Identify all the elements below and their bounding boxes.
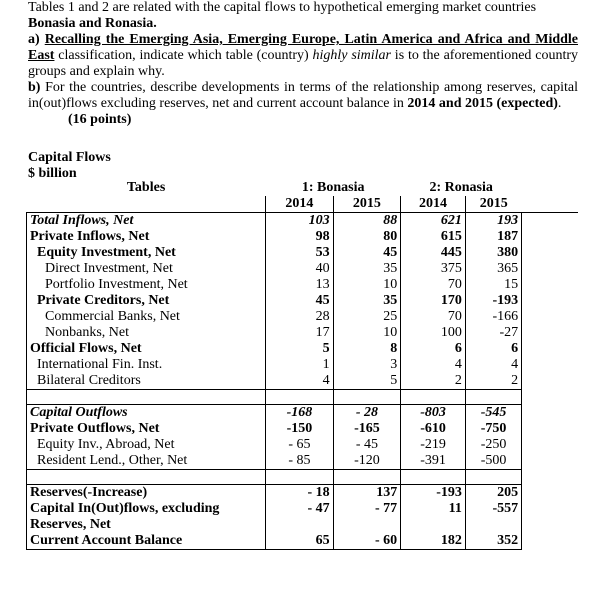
row-label: Direct Investment, Net (27, 261, 266, 277)
row-label: Bilateral Creditors (27, 373, 266, 390)
value-cell: 4 (401, 357, 466, 373)
value-cell: -165 (333, 421, 401, 437)
row-label: Current Account Balance (27, 533, 266, 550)
value-cell: - 65 (266, 437, 334, 453)
value-cell: 621 (401, 213, 466, 230)
points-label: (16 points) (68, 112, 132, 127)
table-row (27, 277, 579, 293)
table-row (27, 501, 579, 533)
value-cell: 10 (333, 325, 401, 341)
value-cell: -557 (465, 501, 521, 533)
value-cell: 98 (266, 229, 334, 245)
value-cell: 6 (401, 341, 466, 357)
value-cell: 2 (465, 373, 521, 390)
value-cell: 70 (401, 309, 466, 325)
value-cell: 205 (465, 485, 521, 502)
table-row (27, 229, 579, 245)
value-cell: 3 (333, 357, 401, 373)
row-label: Private Inflows, Net (27, 229, 266, 245)
question-text (28, 0, 578, 128)
table-row (27, 437, 579, 453)
table-row (27, 357, 579, 373)
row-label: Equity Inv., Abroad, Net (27, 437, 266, 453)
value-cell: -193 (401, 485, 466, 502)
value-cell: 17 (266, 325, 334, 341)
value-cell: 8 (333, 341, 401, 357)
row-label: Official Flows, Net (27, 341, 266, 357)
value-cell: 103 (266, 213, 334, 230)
value-cell: -166 (465, 309, 521, 325)
value-cell: -150 (266, 421, 334, 437)
value-cell: 11 (401, 501, 466, 533)
value-cell: 53 (266, 245, 334, 261)
value-cell: 445 (401, 245, 466, 261)
row-label: International Fin. Inst. (27, 357, 266, 373)
value-cell: 4 (465, 357, 521, 373)
table-row (27, 309, 579, 325)
value-cell: 375 (401, 261, 466, 277)
value-cell: -500 (465, 453, 521, 470)
country2-header: 2: Ronasia (429, 180, 493, 195)
value-cell: -120 (333, 453, 401, 470)
value-cell: 5 (333, 373, 401, 390)
country1-header: 1: Bonasia (301, 180, 365, 195)
value-cell: 2 (401, 373, 466, 390)
table-row (27, 261, 579, 277)
row-label: Private Creditors, Net (27, 293, 266, 309)
value-cell: 100 (401, 325, 466, 341)
table-row (27, 213, 579, 230)
table-row (27, 405, 579, 422)
table-row (27, 421, 579, 437)
value-cell: 1 (266, 357, 334, 373)
intro-paragraph: Tables 1 and 2 are related with the capital flows to hypothetical emerging market countries Bonasia and Ronasia. (28, 0, 537, 31)
value-cell: 80 (333, 229, 401, 245)
value-cell: - 60 (333, 533, 401, 550)
value-cell: 6 (465, 341, 521, 357)
row-label: Portfolio Investment, Net (27, 277, 266, 293)
value-cell: 137 (333, 485, 401, 502)
row-label: Private Outflows, Net (27, 421, 266, 437)
table-row (27, 373, 579, 390)
value-cell: 615 (401, 229, 466, 245)
value-cell: 65 (266, 533, 334, 550)
value-cell: 10 (333, 277, 401, 293)
value-cell: -803 (401, 405, 466, 422)
value-cell: 45 (333, 245, 401, 261)
value-cell: -27 (465, 325, 521, 341)
value-cell: 70 (401, 277, 466, 293)
spacer-row (27, 390, 579, 405)
value-cell: - 77 (333, 501, 401, 533)
part-b: b) For the countries, describe developments in terms of the relationship among reserves, capital in(out)flows excluding reserves, net and current account balance in 2014 and 2015 (expected). (16 points) (28, 80, 578, 127)
table-row (27, 453, 579, 470)
value-cell: 5 (266, 341, 334, 357)
value-cell: 170 (401, 293, 466, 309)
row-label: Capital In(Out)flows, excluding Reserves, Net (27, 501, 266, 533)
table-row (27, 245, 579, 261)
header-row (27, 180, 579, 196)
row-label: Total Inflows, Net (27, 213, 266, 230)
value-cell: 40 (266, 261, 334, 277)
col-tables-header: Tables (126, 180, 166, 195)
value-cell: -168 (266, 405, 334, 422)
year-header: 2015 (465, 196, 521, 213)
value-cell: 35 (333, 261, 401, 277)
value-cell: 187 (465, 229, 521, 245)
value-cell: -193 (465, 293, 521, 309)
value-cell: 182 (401, 533, 466, 550)
row-label: Reserves(-Increase) (27, 485, 266, 502)
value-cell: -610 (401, 421, 466, 437)
year-header: 2015 (333, 196, 401, 213)
spacer-row (27, 470, 579, 485)
value-cell: 193 (465, 213, 521, 230)
value-cell: -391 (401, 453, 466, 470)
value-cell: 25 (333, 309, 401, 325)
value-cell: 352 (465, 533, 521, 550)
value-cell: 380 (465, 245, 521, 261)
value-cell: 35 (333, 293, 401, 309)
value-cell: 28 (266, 309, 334, 325)
value-cell: - 47 (266, 501, 334, 533)
value-cell: - 45 (333, 437, 401, 453)
value-cell: - 85 (266, 453, 334, 470)
value-cell: - 18 (266, 485, 334, 502)
table-row (27, 325, 579, 341)
value-cell: 45 (266, 293, 334, 309)
value-cell: 4 (266, 373, 334, 390)
value-cell: -250 (465, 437, 521, 453)
value-cell: -219 (401, 437, 466, 453)
row-label: Commercial Banks, Net (27, 309, 266, 325)
part-a: a) Recalling the Emerging Asia, Emerging Europe, Latin America and Africa and Middle East classification, indicate which table (country) highly similar is to the aforementioned country groups and explain why. (28, 32, 579, 79)
year-header: 2014 (401, 196, 466, 213)
value-cell: 88 (333, 213, 401, 230)
row-label: Nonbanks, Net (27, 325, 266, 341)
year-row (27, 196, 579, 213)
row-label: Equity Investment, Net (27, 245, 266, 261)
row-label: Resident Lend., Other, Net (27, 453, 266, 470)
value-cell: 365 (465, 261, 521, 277)
unit-label: $ billion (28, 166, 77, 181)
row-label: Capital Outflows (27, 405, 266, 422)
value-cell: 15 (465, 277, 521, 293)
table-row (27, 293, 579, 309)
capital-flows-table (26, 180, 578, 550)
table-row (27, 485, 579, 502)
value-cell: -545 (465, 405, 521, 422)
section-title: Capital Flows (28, 150, 111, 165)
value-cell: -750 (465, 421, 521, 437)
value-cell: - 28 (333, 405, 401, 422)
value-cell: 13 (266, 277, 334, 293)
table-row (27, 533, 579, 550)
year-header: 2014 (266, 196, 334, 213)
table-row (27, 341, 579, 357)
